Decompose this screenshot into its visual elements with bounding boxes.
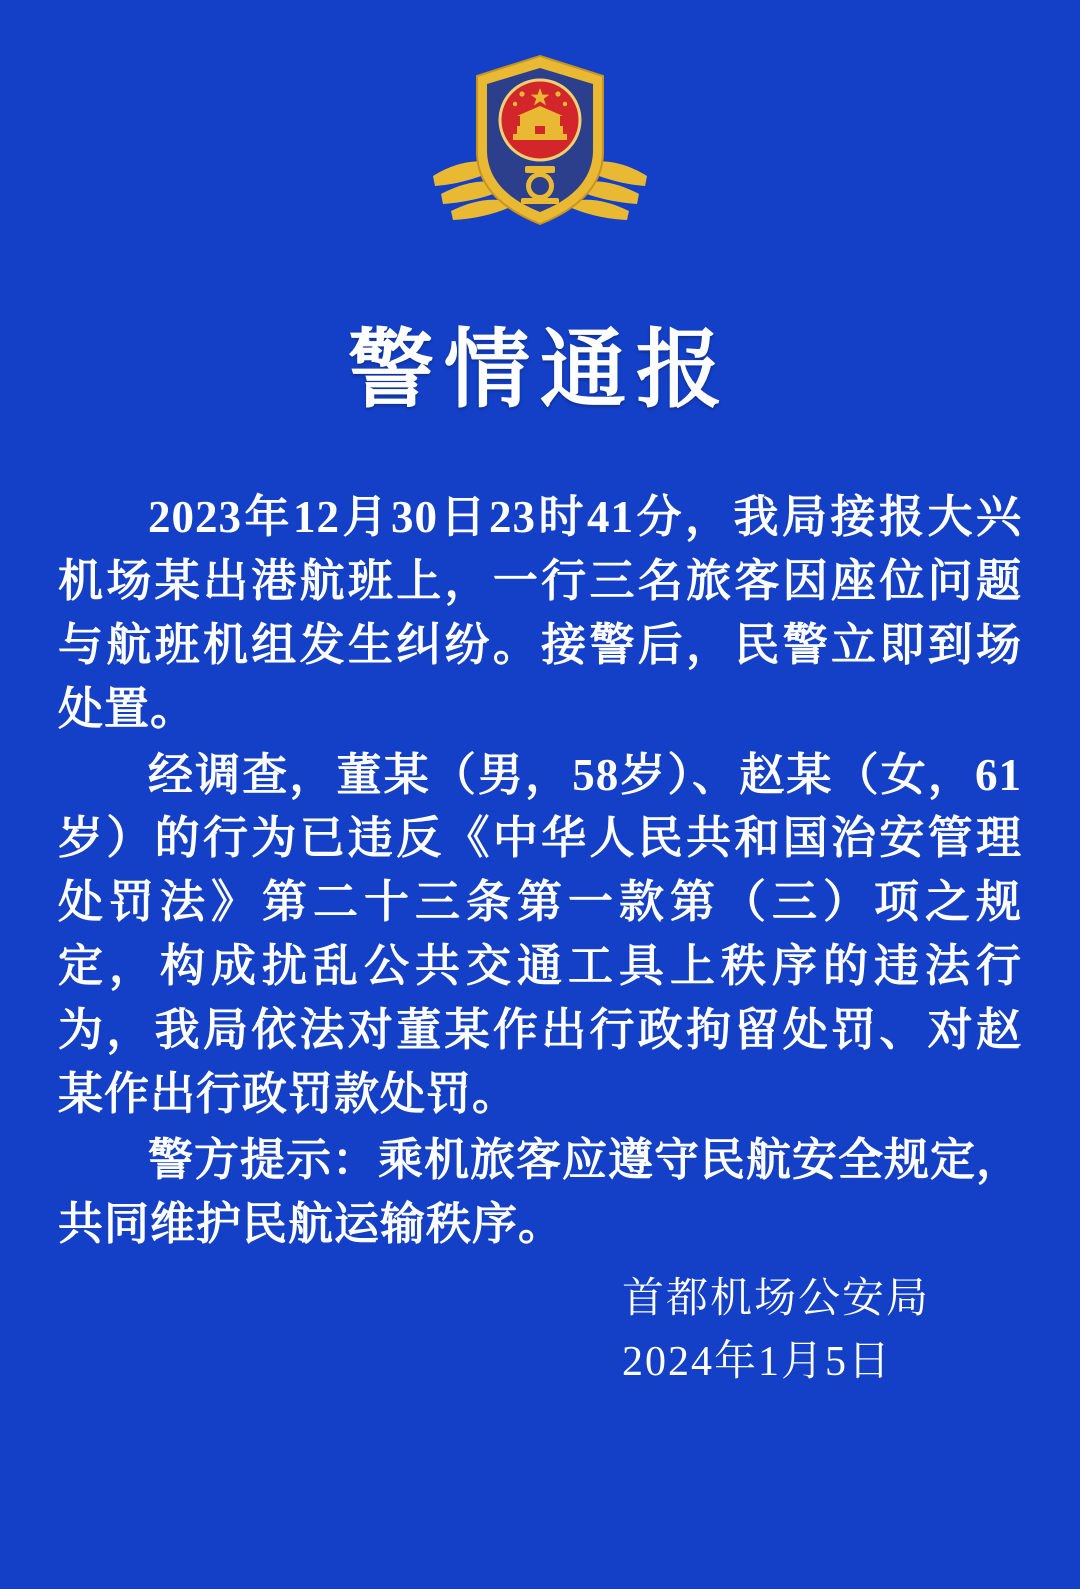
paragraph-1: 2023年12月30日23时41分，我局接报大兴机场某出港航班上，一行三名旅客因座位问题与航班机组发生纠纷。接警后，民警立即到场处置。 (58, 492, 1022, 734)
paragraph-2: 经调查，董某（男，58岁）、赵某（女，61岁）的行为已违反《中华人民共和国治安管理处罚法》第二十三条第一款第（三）项之规定，构成扰乱公共交通工具上秩序的违法行为，我局依法对董某作出行政拘留处罚、对赵某作出行政罚款处罚。 (58, 749, 1022, 1120)
paragraph-3: 警方提示：乘机旅客应遵守民航安全规定，共同维护民航运输秩序。 (58, 1134, 1023, 1249)
signature-block (622, 1268, 930, 1394)
signature-issuer: 首都机场公安局 (621, 1276, 930, 1322)
page-title: 警情通报 (348, 322, 732, 418)
signature-date: 2024年1月5日 (621, 1339, 892, 1385)
china-police-badge-icon (425, 48, 655, 238)
emblem-container (0, 0, 1080, 258)
notice-body (58, 486, 1022, 1257)
